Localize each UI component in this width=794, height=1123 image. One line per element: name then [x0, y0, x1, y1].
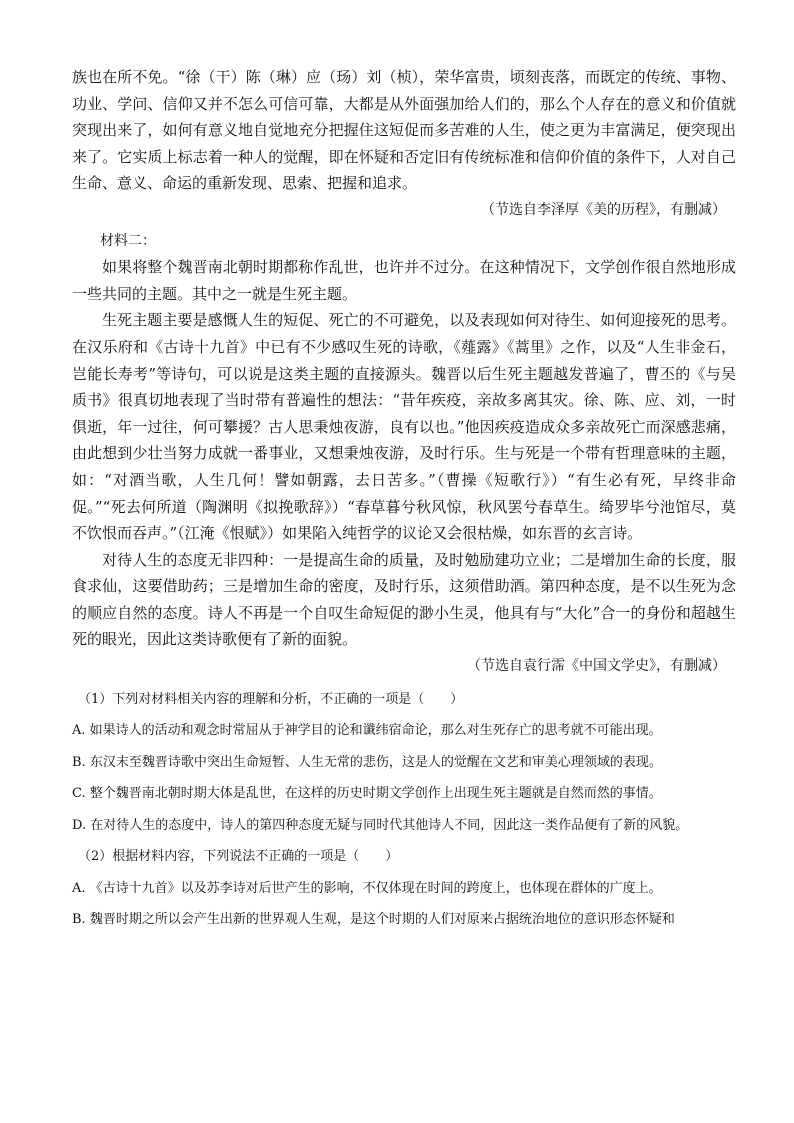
question-1 — [72, 684, 736, 842]
source-citation-1: （节选自李泽厚《美的历程》，有删减） — [481, 201, 726, 218]
question-2 — [72, 841, 736, 936]
material-2-label: 材料二： — [100, 232, 156, 249]
material-2-paragraph-1: 如果将整个魏晋南北朝时期都称作乱世，也许并不过分。在这种情况下，文学创作很自然地形成一些共同的主题。其中之一就是生死主题。 — [72, 258, 736, 303]
question-1-option-a: A. 如果诗人的活动和观念时常屈从于神学目的论和谶纬宿命论，那么对生死存亡的思考就不可能出现。 — [72, 723, 662, 739]
question-2-option-a: A. 《古诗十九首》以及苏李诗对后世产生的影响，不仅体现在时间的跨度上，也体现在群体的广度上。 — [72, 880, 662, 896]
question-1-option-c: C. 整个魏晋南北朝时期大体是乱世，在这样的历史时期文学创作上出现生死主题就是自然而然的事情。 — [72, 786, 662, 802]
material-2-paragraph-3: 对待人生的态度无非四种：一是提高生命的质量，及时勉励建功立业；二是增加生命的长度，服食求仙，这要借助药；三是增加生命的密度，及时行乐，这须借助酒。第四种态度，是不以生死为念的顺应自然的态度。诗人不再是一个自叹生命短促的渺小生灵，他具有与“大化”合一的身份和超越生死的眼光，因此这类诗歌便有了新的面貌。 — [72, 550, 736, 649]
question-1-option-d: D. 在对待人生的态度中，诗人的第四种态度无疑与同时代其他诗人不同，因此这一类作品便有了新的风貌。 — [72, 817, 689, 833]
source-citation-2: （节选自袁行霈《中国文学史》，有删减） — [467, 658, 726, 675]
question-1-stem: （1）下列对材料相关内容的理解和分析，不正确的一项是（ ） — [78, 691, 464, 707]
intro-paragraph: 族也在所不免。“徐（干）陈（琳）应（玚）刘（桢），荣华富贵，顷刻丧落，而既定的传统、事物、功业、学问、信仰又并不怎么可信可靠，大都是从外面强加给人们的，那么个人存在的意义和价值就突现出来了，如何有意义地自觉地充分把握住这短促而多苦难的人生，使之更为丰富满足，便突现出来了。它实质上标志着一种人的觉醒，即在怀疑和否定旧有传统标准和信仰价值的条件下，人对自己生命、意义、命运的重新发现、思索、把握和追求。 — [72, 68, 736, 193]
question-2-stem: （2）根据材料内容，下列说法不正确的一项是（ ） — [78, 849, 399, 865]
material-2-paragraph-2: 生死主题主要是感慨人生的短促、死亡的不可避免，以及表现如何对待生、如何迎接死的思考。在汉乐府和《古诗十九首》中已有不少感叹生死的诗歌，《薤露》《蒿里》之作，以及“人生非金石，岂能长寿考”等诗句，可以说是这类主题的直接源头。魏晋以后生死主题越发普遍了，曹丕的《与吴质书》很真切地表现了当时带有普遍性的想法：“昔年疾疫，亲故多离其灾。徐、陈、应、刘，一时俱逝，年一过往，何可攀援？古人思秉烛夜游，良有以也。”他因疾疫造成众多亲故死亡而深感悲痛，由此想到少壮当努力成就一番事业，又想秉烛夜游，及时行乐。生与死是一个带有哲理意味的主题，如：“对酒当歌，人生几何！譬如朝露，去日苦多。”（曹操《短歌行》）“有生必有死，早终非命促。”“死去何所道（陶渊明《拟挽歌辞》）“春草暮兮秋风惊，秋风罢兮春草生。绮罗毕兮池馆尽，莫不饮恨而吞声。”（江淹《恨赋》）如果陷入纯哲学的议论又会很枯燥，如东晋的玄言诗。 — [72, 311, 736, 543]
question-2-option-b: B. 魏晋时期之所以会产生出新的世界观人生观，是这个时期的人们对原来占据统治地位的意识形态怀疑和 — [72, 912, 675, 928]
question-1-option-b: B. 东汉末至魏晋诗歌中突出生命短暂、人生无常的悲伤，这是人的觉醒在文艺和审美心理领域的表现。 — [72, 754, 662, 770]
